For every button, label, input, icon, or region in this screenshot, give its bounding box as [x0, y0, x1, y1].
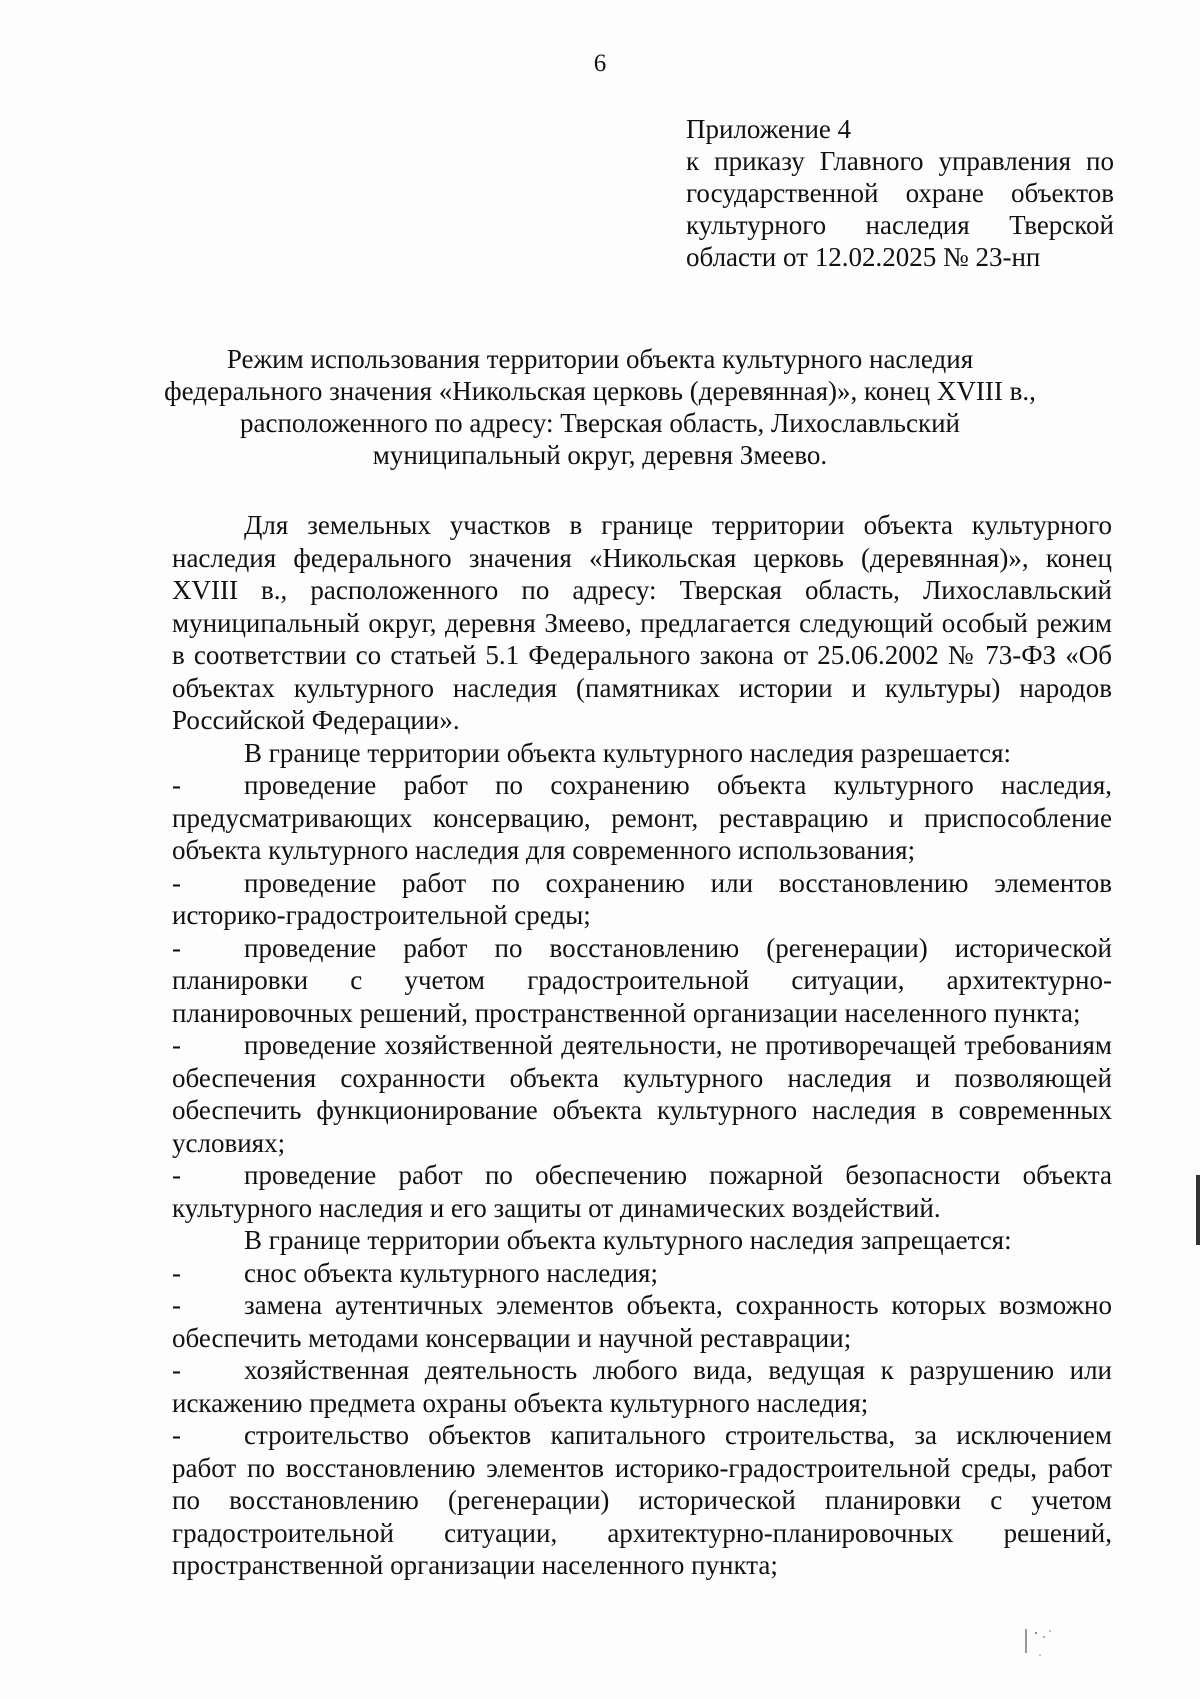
dash-marker: - [172, 1160, 181, 1190]
allowed-item [172, 932, 1112, 1030]
allowed-item-text: проведение работ по восстановлению (регенерации) исторической планировки с учетом градостроительной ситуации, архитектурно-планировочных решений, пространственной организации населенного пункта; [172, 932, 1112, 1028]
appendix-title: Приложение 4 [686, 114, 852, 144]
allowed-item [172, 1029, 1112, 1159]
forbidden-item-text: снос объекта культурного наследия; [244, 1257, 658, 1288]
dash-marker: - [172, 1257, 181, 1288]
forbidden-heading: В границе территории объекта культурного наследия запрещается: [244, 1225, 1012, 1255]
forbidden-item [172, 1257, 1112, 1290]
intro-paragraph: Для земельных участков в границе территории объекта культурного наследия федерального значения «Никольская церковь (деревянная)», конец XVIII в., расположенного по адресу: Тверская область, Лихославльский муниципальный округ, деревня Змеево, предлагается следующий особый режим в соответствии со статьей 5.1 Федерального закона от 25.06.2002 № 73-ФЗ «Об объектах культурного наследия (памятниках истории и культуры) народов Российской Федерации». [172, 510, 1112, 735]
dash-marker: - [172, 1290, 181, 1320]
allowed-item [172, 1159, 1112, 1224]
dash-marker: - [172, 1030, 181, 1060]
dash-marker: - [172, 867, 181, 898]
scan-specks [1020, 1625, 1060, 1665]
document-title-line: муниципальный округ, деревня Змеево. [372, 440, 828, 470]
forbidden-item [172, 1354, 1112, 1419]
document-title-line: Режим использования территории объекта культурного наследия [226, 344, 974, 374]
forbidden-item-text: строительство объектов капитального строительства, за исключением работ по восстановлению элементов историко-градостроительной среды, работ по восстановлению (регенерации) исторической планировки с учетом градостроительной ситуации, архитектурно-планировочных решений, пространственной организации населенного пункта; [172, 1420, 1112, 1580]
forbidden-item [172, 1289, 1112, 1354]
appendix-reference: к приказу Главного управления по государственной охране объектов культурного наследия Тверской области от 12.02.2025 № 23-нп [686, 146, 1114, 272]
allowed-item-text: проведение работ по сохранению объекта культурного наследия, предусматривающих консервацию, ремонт, реставрацию и приспособление объекта культурного наследия для современного использования; [172, 770, 1112, 865]
allowed-heading: В границе территории объекта культурного наследия разрешается: [244, 737, 1012, 768]
document-title-line: федерального значения «Никольская церковь (деревянная)», конец XVIII в., [164, 376, 1036, 406]
dash-marker: - [172, 1420, 181, 1450]
allowed-item [172, 769, 1112, 867]
forbidden-item-text: хозяйственная деятельность любого вида, ведущая к разрушению или искажению предмета охраны объекта культурного наследия; [172, 1355, 1112, 1418]
allowed-item [172, 867, 1112, 932]
dash-marker: - [172, 1355, 181, 1385]
dash-marker: - [172, 770, 181, 800]
forbidden-item-text: замена аутентичных элементов объекта, сохранность которых возможно обеспечить методами консервации и научной реставрации; [172, 1290, 1112, 1353]
dash-marker: - [172, 932, 181, 963]
document-title [150, 343, 1050, 471]
document-body [172, 509, 1112, 1582]
allowed-item-text: проведение хозяйственной деятельности, не противоречащей требованиям обеспечения сохранности объекта культурного наследия и позволяющей обеспечить функционирование объекта культурного наследия в современных условиях; [172, 1030, 1112, 1158]
allowed-item-text: проведение работ по сохранению или восстановлению элементов историко-градостроительной среды; [172, 867, 1112, 930]
appendix-header [686, 113, 1114, 273]
scan-edge-mark [1196, 1175, 1200, 1245]
forbidden-item [172, 1419, 1112, 1582]
document-title-line: расположенного по адресу: Тверская область, Лихославльский [239, 408, 960, 438]
allowed-item-text: проведение работ по обеспечению пожарной безопасности объекта культурного наследия и его защиты от динамических воздействий. [172, 1160, 1112, 1223]
page-number: 6 [593, 50, 607, 77]
